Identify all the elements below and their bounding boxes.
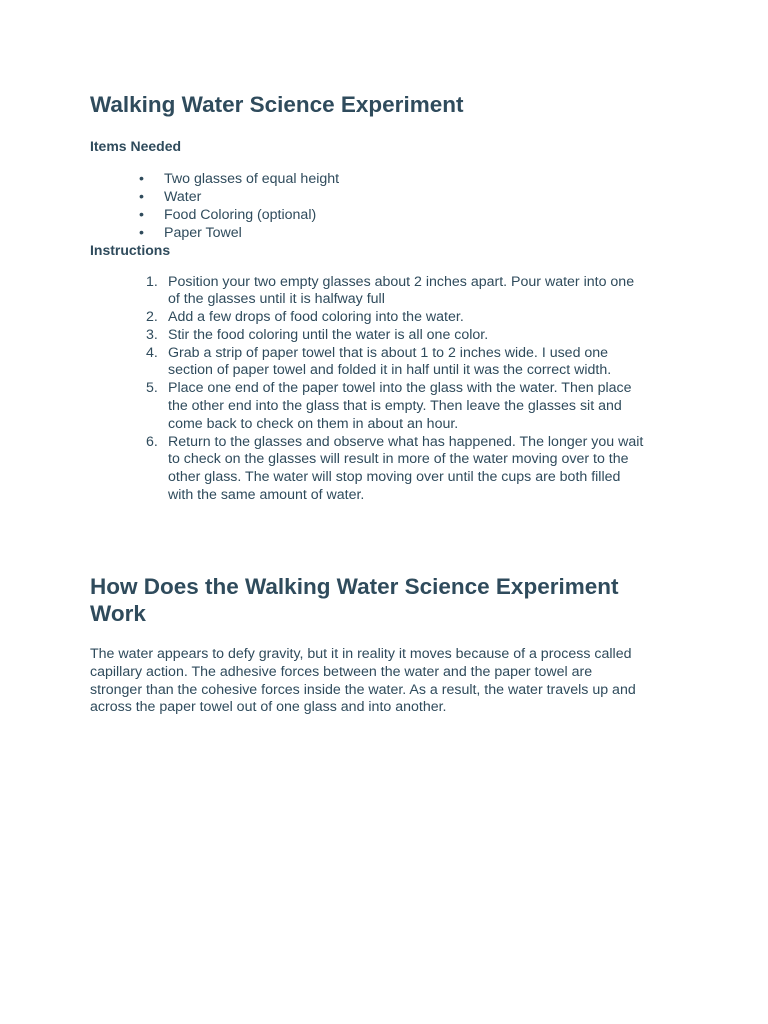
items-needed-heading: Items Needed (90, 138, 182, 154)
page-title: Walking Water Science Experiment (90, 92, 464, 117)
step-text-line: other glass. The water will stop moving over until the cups are both filled (168, 469, 621, 486)
instructions-list (90, 274, 690, 505)
step-number: 6. (146, 433, 158, 450)
step-text-line: Return to the glasses and observe what has happened. The longer you wait (168, 433, 644, 450)
heading-line: How Does the Walking Water Science Experiment (90, 574, 619, 599)
paragraph-line: capillary action. The adhesive forces between the water and the paper towel are (90, 663, 593, 680)
paragraph-line: across the paper towel out of one glass and into another. (90, 699, 447, 716)
instruction-step (90, 327, 690, 345)
step-text-line: with the same amount of water. (168, 487, 365, 504)
explanation-paragraph (90, 646, 690, 717)
step-text-line: Add a few drops of food coloring into the water. (168, 309, 464, 326)
instruction-step (90, 380, 690, 433)
instruction-step (90, 345, 690, 381)
instruction-step (90, 434, 690, 505)
step-text-line: Grab a strip of paper towel that is about 1 to 2 inches wide. I used one (168, 344, 609, 361)
step-text-line: Position your two empty glasses about 2 inches apart. Pour water into one (168, 273, 635, 290)
step-text-line: Stir the food coloring until the water is all one color. (168, 326, 489, 343)
how-it-works-heading (90, 573, 690, 627)
step-text-line: section of paper towel and folded it in half until it was the correct width. (168, 362, 612, 379)
instruction-step (90, 309, 690, 327)
list-item: • Water (90, 188, 650, 206)
step-number: 2. (146, 309, 158, 326)
step-text-line: Place one end of the paper towel into the glass with the water. Then place (168, 380, 632, 397)
step-text-line: to check on the glasses will result in more of the water moving over to the (168, 451, 629, 468)
list-item: • Food Coloring (optional) (90, 206, 650, 224)
instruction-step (90, 274, 690, 310)
paragraph-line: stronger than the cohesive forces inside the water. As a result, the water travels up and (90, 681, 636, 698)
heading-line: Work (90, 601, 146, 626)
step-text-line: come back to check on them in about an hour. (168, 415, 459, 432)
list-item: • Two glasses of equal height (90, 170, 650, 188)
step-text-line: the other end into the glass that is empty. Then leave the glasses sit and (168, 398, 622, 415)
step-number: 3. (146, 326, 158, 343)
instructions-heading: Instructions (90, 242, 171, 258)
step-number: 1. (146, 273, 158, 290)
step-number: 4. (146, 344, 158, 361)
step-number: 5. (146, 380, 158, 397)
list-item: • Paper Towel (90, 224, 650, 242)
paragraph-line: The water appears to defy gravity, but it in reality it moves because of a process called (90, 646, 632, 662)
step-text-line: of the glasses until it is halfway full (168, 291, 385, 308)
items-needed-list (90, 170, 650, 242)
